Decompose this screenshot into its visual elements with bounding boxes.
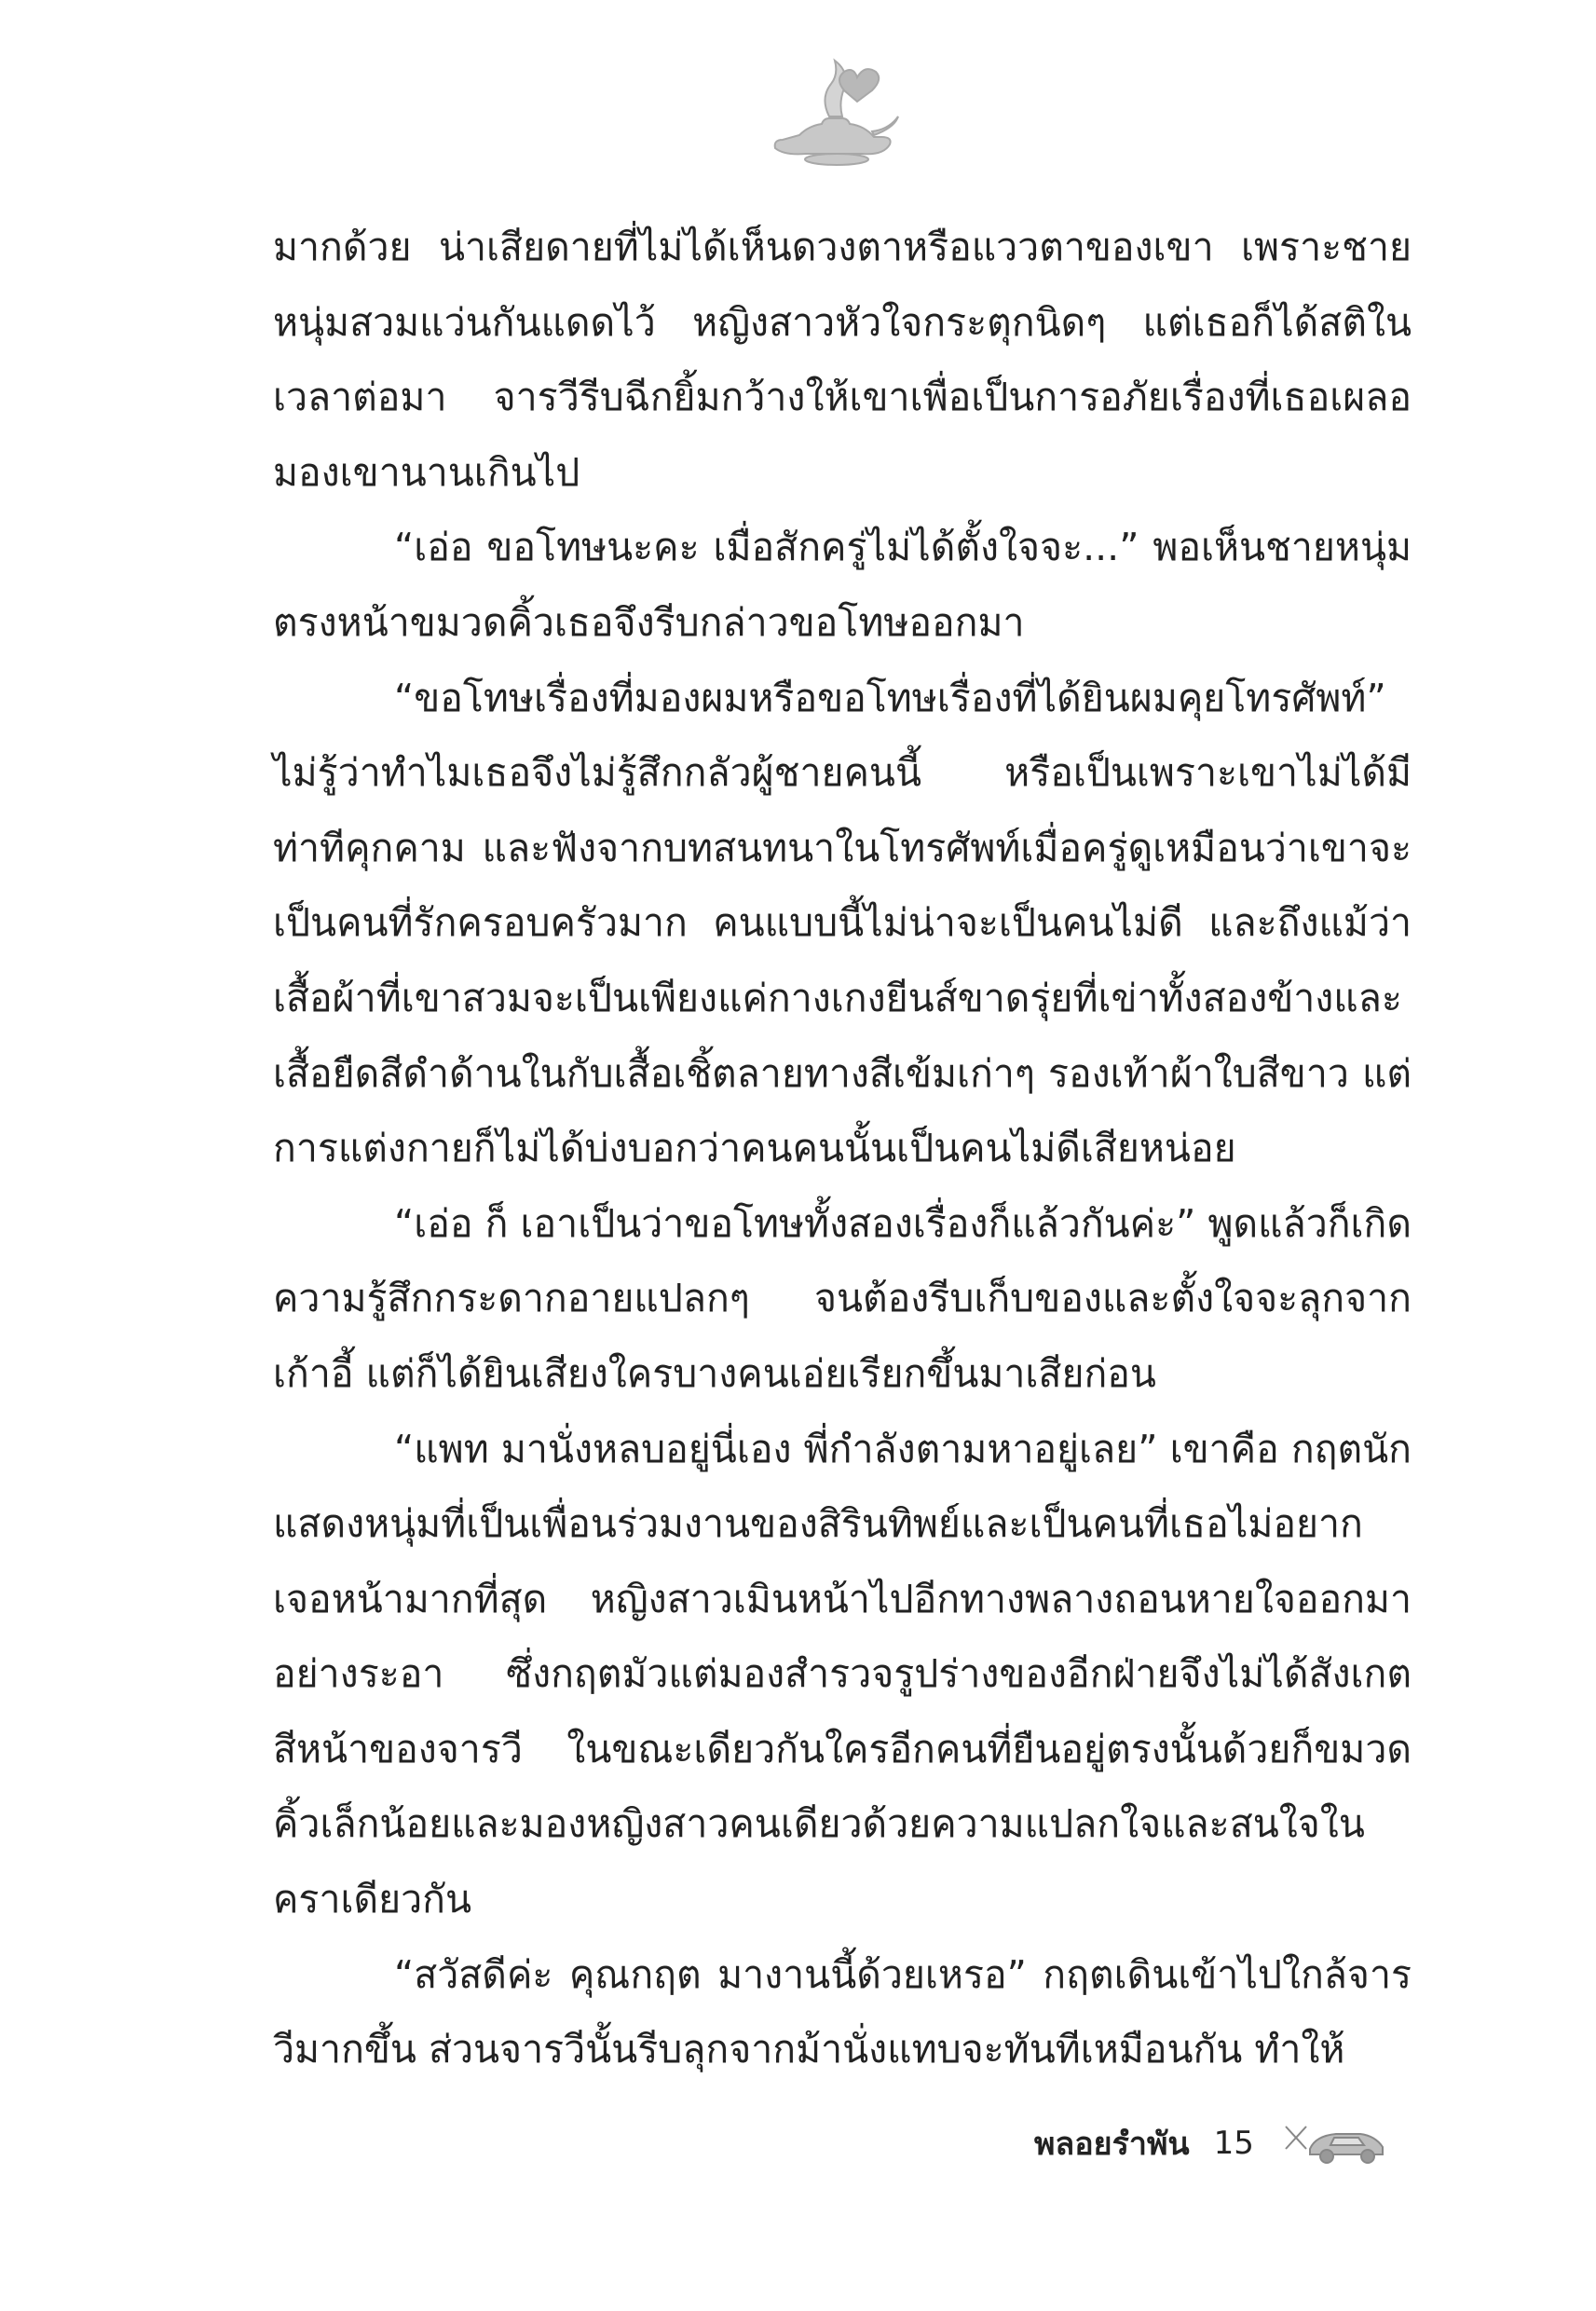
paragraph: “ขอโทษเรื่องที่มองผมหรือขอโทษเรื่องที่ได้ยินผมคุยโทรศัพท์” ไม่รู้ว่าทำไมเธอจึงไม่รู้สึกกลัวผู้ชายคนนี้ หรือเป็นเพราะเขาไม่ได้มีท่าทีคุกคาม และฟังจากบทสนทนาในโทรศัพท์เมื่อครู่ดูเหมือนว่าเขาจะเป็นคนที่รักครอบครัวมาก คนแบบนี้ไม่น่าจะเป็นคนไม่ดี และถึงแม้ว่าเสื้อผ้าที่เขาสวมจะเป็นเพียงแค่กางเกงยีนส์ขาดรุ่ยที่เข่าทั้งสองข้างและเสื้อยืดสีดำด้านในกับเสื้อเชิ้ตลายทางสีเข้มเก่าๆ รองเท้าผ้าใบสีขาว แต่การแต่งกายก็ไม่ได้บ่งบอกว่าคนคนนั้นเป็นคนไม่ดีเสียหน่อย bbox=[273, 675, 1412, 1171]
magic-lamp-icon bbox=[764, 51, 904, 172]
story-text bbox=[273, 210, 1412, 2087]
paragraph: มากด้วย น่าเสียดายที่ไม่ได้เห็นดวงตาหรือแววตาของเขา เพราะชายหนุ่มสวมแว่นกันแดดไว้ หญิงสาวหัวใจกระตุกนิดๆ แต่เธอก็ได้สติในเวลาต่อมา จารวีรีบฉีกยิ้มกว้างให้เขาเพื่อเป็นการอภัยเรื่องที่เธอเผลอมองเขานานเกินไป bbox=[273, 225, 1412, 495]
paragraph: “สวัสดีค่ะ คุณกฤต มางานนี้ด้วยเหรอ” กฤตเดินเข้าไปใกล้จารวีมากขึ้น ส่วนจารวีนั้นรีบลุกจากม้านั่งแทบจะทันทีเหมือนกัน ทำให้ bbox=[273, 1951, 1412, 2072]
page-footer bbox=[1034, 2111, 1425, 2176]
page-number: 15 bbox=[1213, 2125, 1254, 2162]
car-ornament-icon bbox=[1278, 2117, 1390, 2169]
paragraph: “เอ่อ ก็ เอาเป็นว่าขอโทษทั้งสองเรื่องก็แล้วกันค่ะ” พูดแล้วก็เกิดความรู้สึกกระดากอายแปลกๆ จนต้องรีบเก็บของและตั้งใจจะลุกจากเก้าอี้ แต่ก็ได้ยินเสียงใครบางคนเอ่ยเรียกขึ้นมาเสียก่อน bbox=[273, 1200, 1412, 1396]
paragraph: “แพท มานั่งหลบอยู่นี่เอง พี่กำลังตามหาอยู่เลย” เขาคือ กฤตนักแสดงหนุ่มที่เป็นเพื่อนร่วมงานของสิรินทิพย์และเป็นคนที่เธอไม่อยากเจอหน้ามากที่สุด หญิงสาวเมินหน้าไปอีกทางพลางถอนหายใจออกมาอย่างระอา ซึ่งกฤตมัวแต่มองสำรวจรูปร่างของอีกฝ่ายจึงไม่ได้สังเกตสีหน้าของจารวี ในขณะเดียวกันใครอีกคนที่ยืนอยู่ตรงนั้นด้วยก็ขมวดคิ้วเล็กน้อยและมองหญิงสาวคนเดียวด้วยความแปลกใจและสนใจในคราเดียวกัน bbox=[273, 1426, 1412, 1922]
paragraph: “เอ่อ ขอโทษนะคะ เมื่อสักครู่ไม่ได้ตั้งใจจะ...” พอเห็นชายหนุ่มตรงหน้าขมวดคิ้วเธอจึงรีบกล่าวขอโทษออกมา bbox=[273, 525, 1412, 645]
book-title: พลอยรำพัน bbox=[1034, 2126, 1190, 2163]
